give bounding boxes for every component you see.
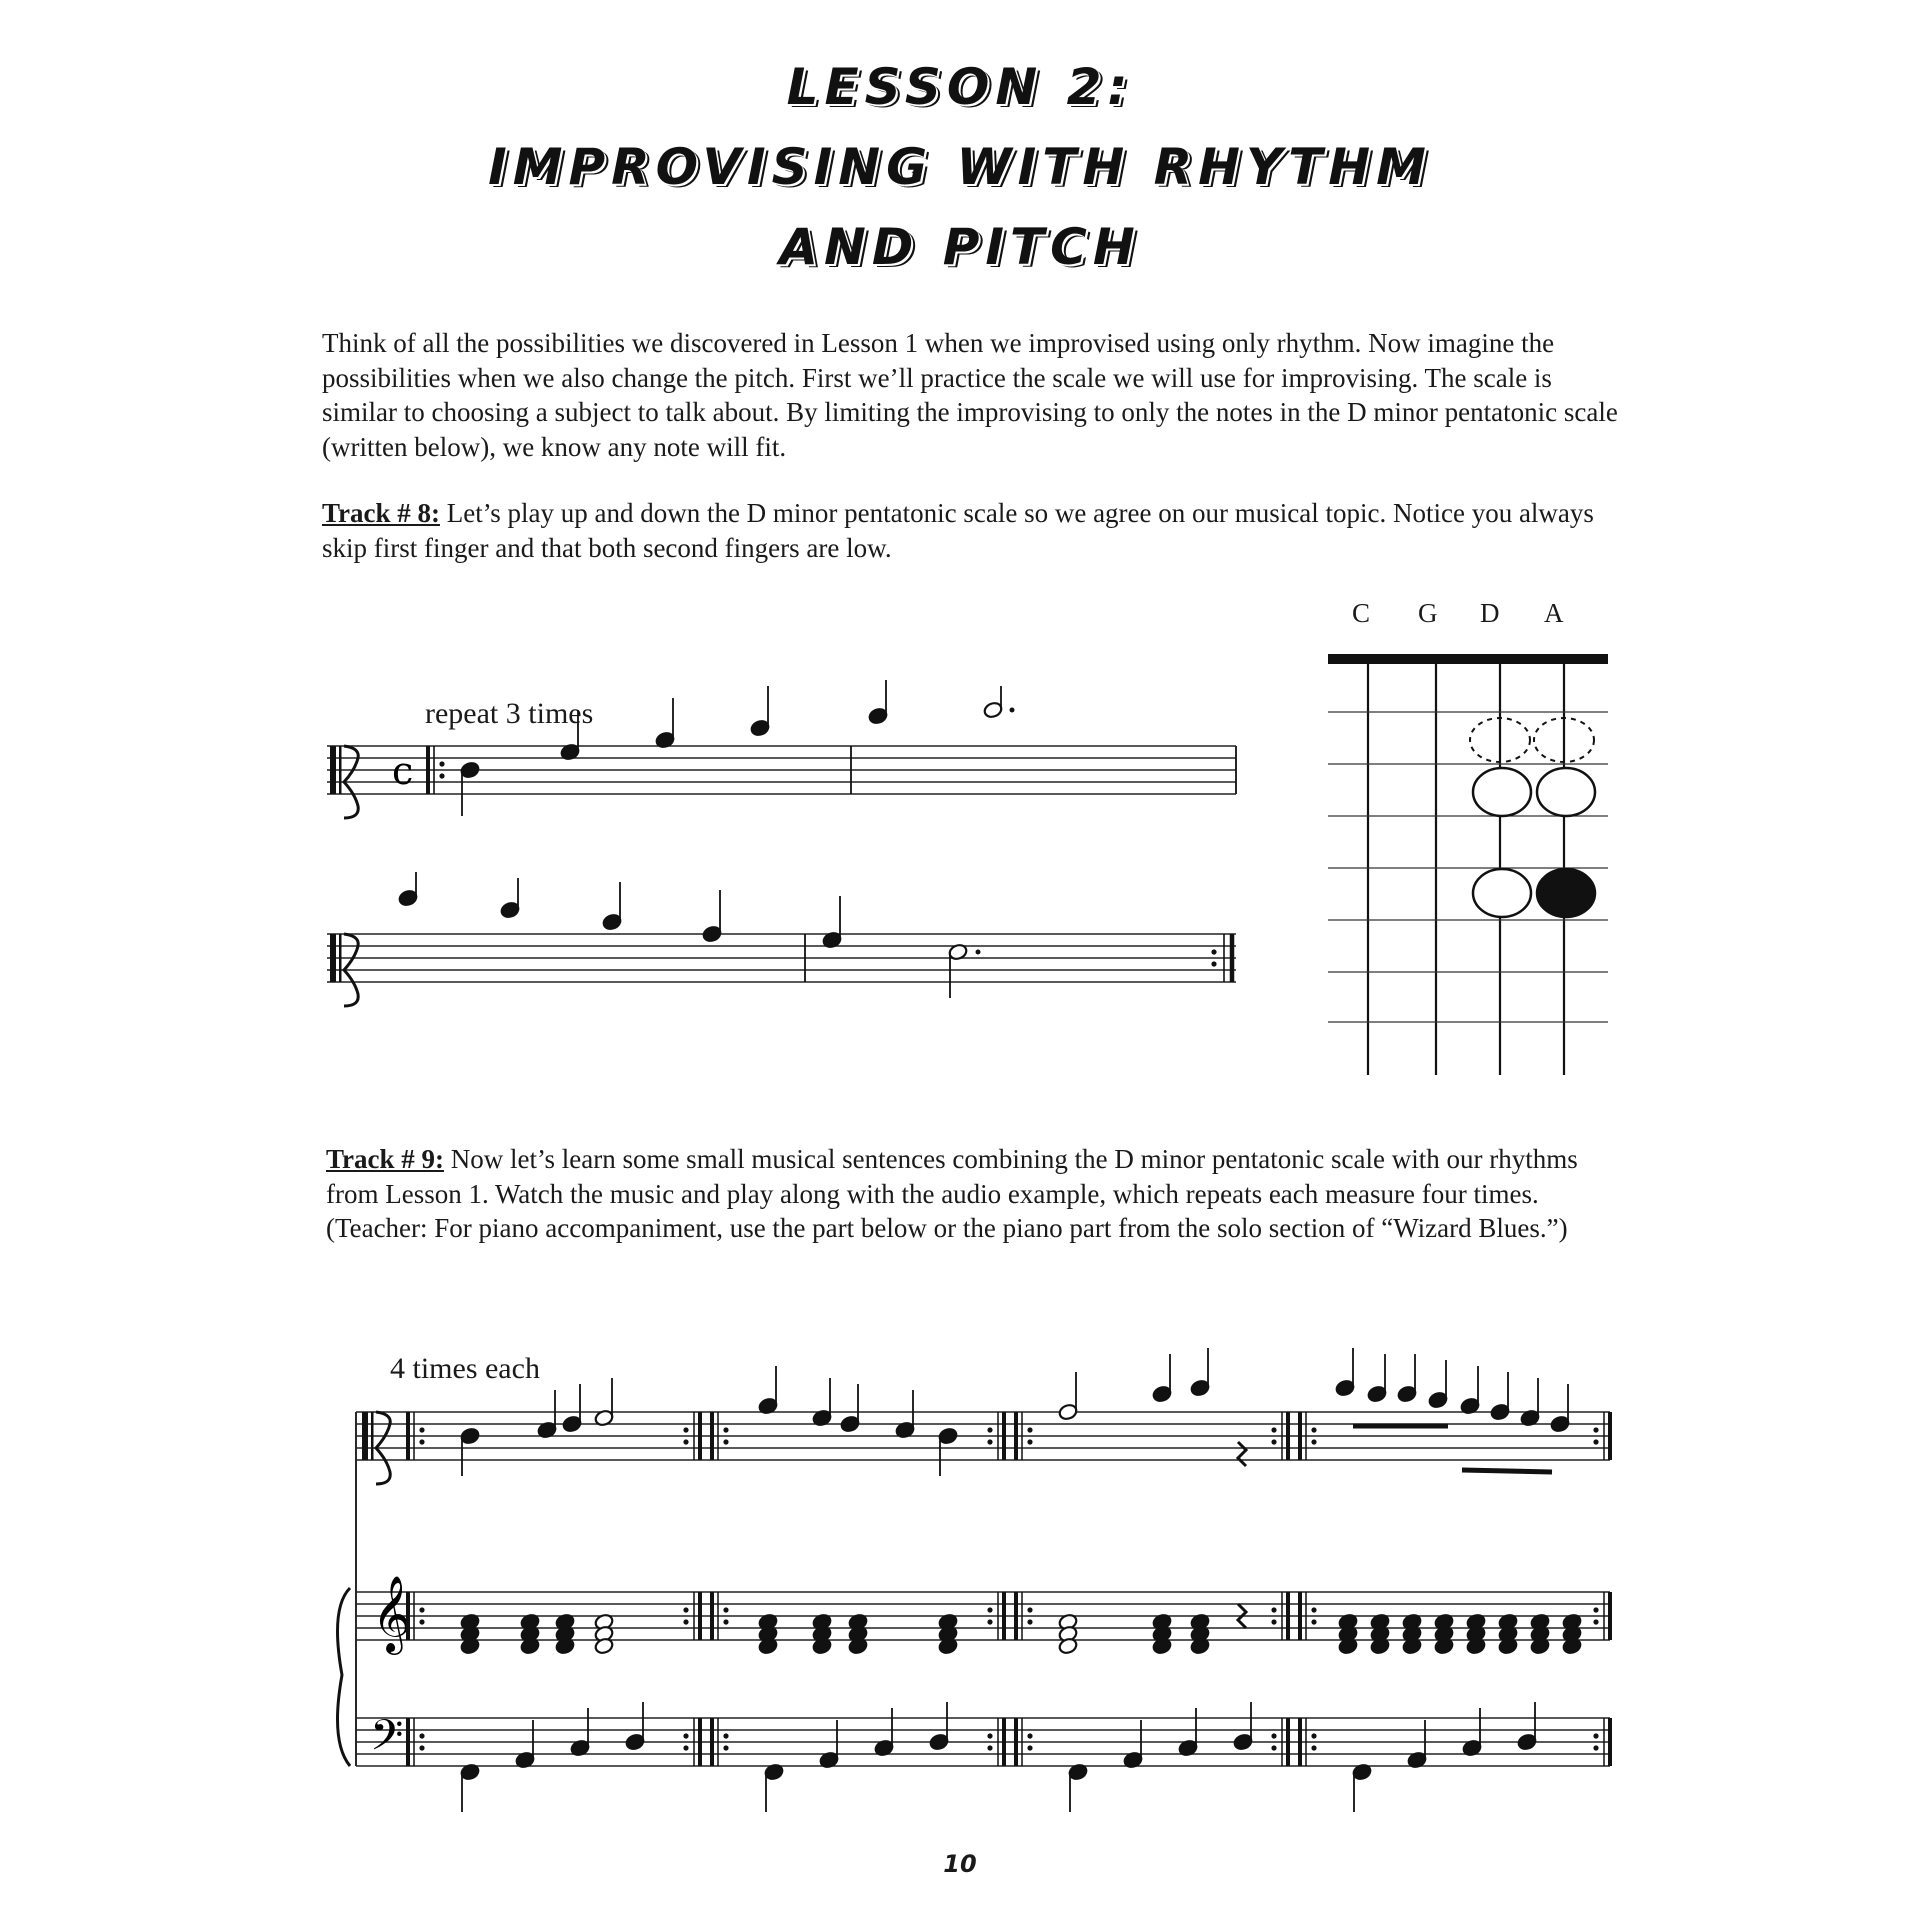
quarter-rest (1238, 1442, 1246, 1466)
repeat-dot (1593, 1427, 1598, 1432)
repeat-dot (439, 761, 444, 766)
repeat-dot (723, 1439, 728, 1444)
repeat-dot (1027, 1619, 1032, 1624)
repeat-dot (987, 1607, 992, 1612)
string-label-d: D (1480, 598, 1500, 628)
finger-open-a (1537, 768, 1595, 816)
repeat-dot (1271, 1745, 1276, 1750)
repeat-dot (1027, 1745, 1032, 1750)
repeat-dot (987, 1733, 992, 1738)
intro-paragraph: Think of all the possibilities we discovered in Lesson 1 when we improvised using only rhythm. Now imagine the possibilities when we also change the pitch. First we’ll practice the scale we will use for improvising. The scale is similar to choosing a subject to talk about. By limiting the improvising to only the notes in the D minor pentatonic scale (written below), we know any note will fit. (322, 328, 1618, 462)
repeat-dot (1027, 1427, 1032, 1432)
repeat-dot (987, 1439, 992, 1444)
repeat-dot (723, 1619, 728, 1624)
repeat-dot (1211, 949, 1216, 954)
teacher-note: (Teacher: For piano accompaniment, use the part below or the piano part from the solo section of “Wizard Blues.”) (326, 1213, 1568, 1243)
repeat-dot (683, 1733, 688, 1738)
repeat-dot (987, 1745, 992, 1750)
repeat-dot (723, 1607, 728, 1612)
repeat-dot (419, 1439, 424, 1444)
piano-brace (338, 1588, 351, 1766)
track-8-text: Let’s play up and down the D minor pentatonic scale so we agree on our musical topic. Notice you always skip first finger and that both second fingers are low. (322, 498, 1594, 563)
repeat-dot (723, 1733, 728, 1738)
repeat-dot (1027, 1607, 1032, 1612)
repeat-dot (1311, 1607, 1316, 1612)
track-8-label: Track # 8: (322, 498, 440, 528)
repeat-dot (723, 1745, 728, 1750)
repeat-dot (1593, 1607, 1598, 1612)
repeat-dot (1271, 1607, 1276, 1612)
repeat-dot (1027, 1439, 1032, 1444)
alto-clef (362, 1412, 368, 1460)
repeat-dot (1311, 1733, 1316, 1738)
bass-clef: 𝄢 (370, 1711, 404, 1771)
repeat-dot (683, 1619, 688, 1624)
beam (1462, 1470, 1552, 1472)
track-9-text: Now let’s learn some small musical sentences combining the D minor pentatonic scale with our rhythms from Lesson 1. Watch the music and play along with the audio example, which repeats each measure four times. (326, 1144, 1578, 1209)
alto-clef (371, 1412, 374, 1460)
repeat-dot (419, 1607, 424, 1612)
repeat-dot (683, 1439, 688, 1444)
repeat-dot (1311, 1745, 1316, 1750)
string-label-g: G (1418, 598, 1438, 628)
page-number: 10 (943, 1850, 977, 1878)
repeat-dot (1593, 1619, 1598, 1624)
repeat-dot (1311, 1427, 1316, 1432)
page-title-line-3: AND PITCH (779, 218, 1141, 276)
repeat-dot (723, 1427, 728, 1432)
four-times-direction: 4 times each (390, 1352, 540, 1385)
alto-clef (330, 746, 336, 794)
page-title-line-1: LESSON 2: (786, 58, 1134, 116)
repeat-direction: repeat 3 times (425, 697, 594, 730)
alto-clef (339, 746, 342, 794)
repeat-dot (1311, 1439, 1316, 1444)
finger-filled-a (1537, 869, 1595, 917)
repeat-dot (419, 1745, 424, 1750)
repeat-dot (419, 1427, 424, 1432)
repeat-dot (1271, 1439, 1276, 1444)
fingerboard-nut (1328, 654, 1608, 664)
string-label-a: A (1544, 598, 1564, 628)
repeat-dot (683, 1745, 688, 1750)
common-time: c (392, 749, 414, 793)
repeat-dot (1271, 1733, 1276, 1738)
repeat-dot (419, 1619, 424, 1624)
repeat-dot (1311, 1619, 1316, 1624)
alto-clef (330, 934, 336, 982)
repeat-dot (1593, 1733, 1598, 1738)
finger-open-d-low (1473, 869, 1531, 917)
dot (976, 950, 981, 955)
repeat-dot (1211, 961, 1216, 966)
repeat-dot (987, 1619, 992, 1624)
finger-open-d (1473, 768, 1531, 816)
treble-clef: 𝄞 (372, 1575, 412, 1652)
repeat-dot (683, 1427, 688, 1432)
string-label-c: C (1352, 598, 1371, 628)
repeat-dot (1271, 1619, 1276, 1624)
dot (1010, 708, 1015, 713)
repeat-dot (1027, 1733, 1032, 1738)
repeat-dot (439, 773, 444, 778)
alto-clef (339, 934, 342, 982)
repeat-dot (1593, 1745, 1598, 1750)
repeat-dot (1271, 1427, 1276, 1432)
track-9-label: Track # 9: (326, 1144, 444, 1174)
page-title-line-2: IMPROVISING WITH RHYTHM (488, 138, 1432, 196)
repeat-dot (1593, 1439, 1598, 1444)
repeat-dot (419, 1733, 424, 1738)
repeat-dot (987, 1427, 992, 1432)
repeat-dot (683, 1607, 688, 1612)
